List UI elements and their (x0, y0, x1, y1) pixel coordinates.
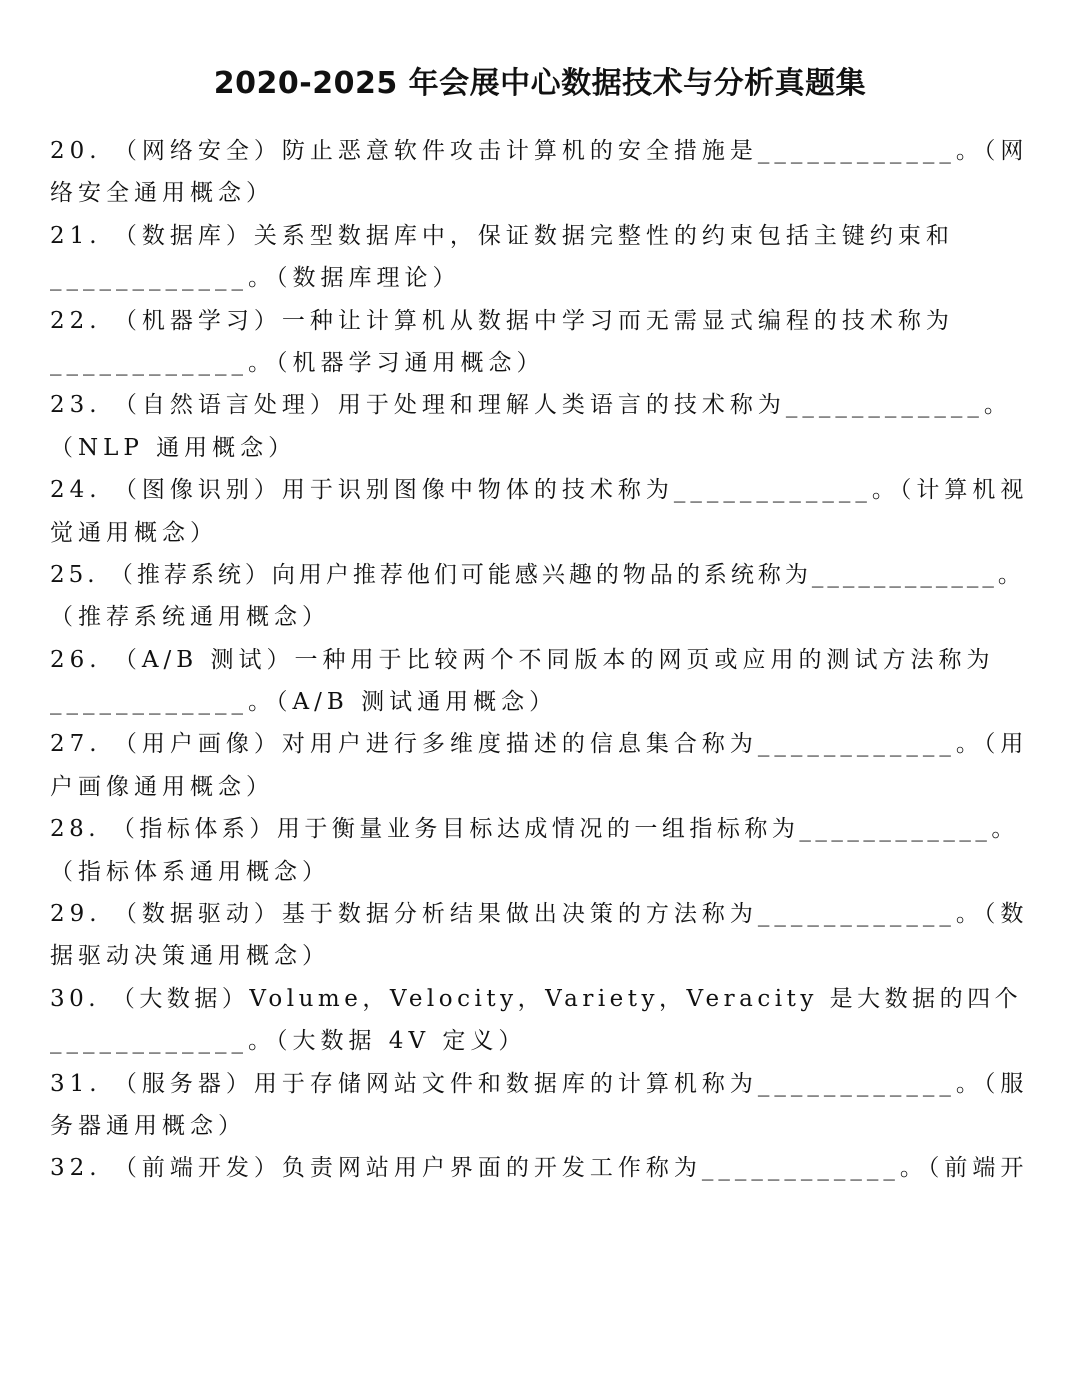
question-26-line-1: 26. （A/B 测试）一种用于比较两个不同版本的网页或应用的测试方法称为 (50, 646, 995, 673)
question-23-line-1: 23. （自然语言处理）用于处理和理解人类语言的技术称为____________。 (50, 392, 1012, 419)
question-21-line-2: ____________。（数据库理论） (50, 265, 461, 292)
question-31-line-2: 务器通用概念） (50, 1112, 246, 1139)
question-25-line-1: 25. （推荐系统）向用户推荐他们可能感兴趣的物品的系统称为____________。 (50, 561, 1025, 588)
question-25-line-2: （推荐系统通用概念） (50, 604, 330, 631)
question-list (50, 130, 1035, 1190)
question-32-line-1: 32. （前端开发）负责网站用户界面的开发工作称为____________。（前端开 (50, 1155, 1029, 1182)
question-29-line-2: 据驱动决策通用概念） (50, 943, 330, 970)
question-20-line-1: 20. （网络安全）防止恶意软件攻击计算机的安全措施是____________。（网 (50, 138, 1029, 164)
question-28-line-1: 28. （指标体系）用于衡量业务目标达成情况的一组指标称为____________。 (50, 816, 1019, 843)
question-30-line-1: 30. （大数据）Volume，Velocity，Variety，Veracity 是大数据的四个 (50, 985, 1023, 1012)
question-31-line-1: 31. （服务器）用于存储网站文件和数据库的计算机称为____________。（服 (50, 1070, 1029, 1097)
question-28-line-2: （指标体系通用概念） (50, 858, 330, 885)
question-21-line-1: 21. （数据库）关系型数据库中，保证数据完整性的约束包括主键约束和 (50, 222, 954, 249)
question-23-line-2: （NLP 通用概念） (50, 434, 297, 461)
question-29-line-1: 29. （数据驱动）基于数据分析结果做出决策的方法称为____________。（数 (50, 901, 1029, 928)
question-27-line-2: 户画像通用概念） (50, 773, 274, 800)
question-20-line-2: 络安全通用概念） (50, 180, 274, 207)
question-26-line-2: ____________。（A/B 测试通用概念） (50, 689, 558, 716)
question-24-line-2: 觉通用概念） (50, 519, 218, 546)
question-22-line-2: ____________。（机器学习通用概念） (50, 349, 545, 376)
question-30-line-2: ____________。（大数据 4V 定义） (50, 1028, 527, 1055)
question-24-line-1: 24. （图像识别）用于识别图像中物体的技术称为____________。（计算机视 (50, 477, 1029, 504)
question-22-line-1: 22. （机器学习）一种让计算机从数据中学习而无需显式编程的技术称为 (50, 307, 954, 334)
question-27-line-1: 27. （用户画像）对用户进行多维度描述的信息集合称为____________。（用 (50, 731, 1029, 758)
page-title: 2020-2025 年会展中心数据技术与分析真题集 (213, 66, 867, 101)
